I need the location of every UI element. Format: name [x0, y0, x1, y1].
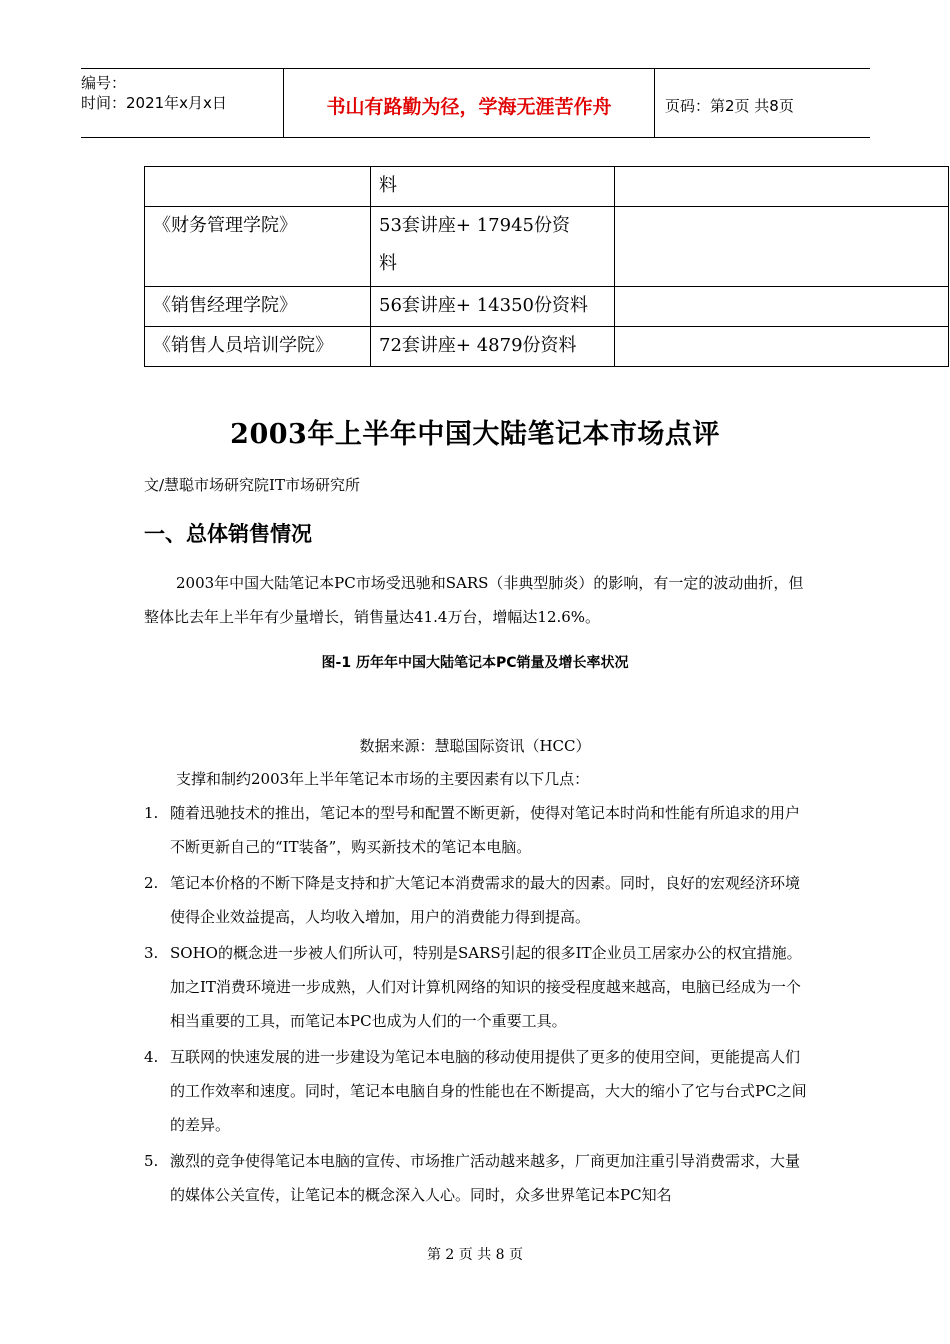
page-footer: 第 2 页 共 8 页: [426, 1247, 524, 1263]
table-cell-extra: [615, 287, 949, 327]
table-cell-name: 《销售经理学院》: [145, 287, 371, 327]
table-row: [145, 167, 949, 207]
data-source: 数据来源：慧聪国际资讯（HCC）: [359, 737, 591, 755]
list-text: SOHO的概念进一步被人们所认可，特别是SARS引起的很多IT企业员工居家办公的权宜措施。加之IT消费环境进一步成熟，人们对计算机网络的知识的接受程度越来越高，电脑已经成为一个相当重要的工具，而笔记本PC也成为人们的一个重要工具。: [170, 944, 802, 1030]
header-meta: [81, 69, 283, 137]
table-cell-extra: [615, 327, 949, 367]
list-text: 激烈的竞争使得笔记本电脑的宣传、市场推广活动越来越多，厂商更加注重引导消费需求，大量的媒体公关宣传，让笔记本的概念深入人心。同时，众多世界笔记本PC知名: [170, 1152, 801, 1204]
table-cell-name: 《销售人员培训学院》: [145, 327, 371, 367]
table-cell-extra: [615, 207, 949, 287]
header-page-info: 页码：第2页 共8页: [665, 96, 794, 115]
article-title: 2003年上半年中国大陆笔记本市场点评: [230, 419, 720, 450]
list-number: 3.: [144, 944, 159, 962]
table-cell-content: 料: [371, 167, 615, 207]
table-cell-name: 《财务管理学院》: [145, 207, 371, 287]
list-item: [144, 936, 810, 1038]
article-author: 文/慧聪市场研究院IT市场研究所: [144, 476, 360, 494]
table-cell-extra: [615, 167, 949, 207]
factors-list: [144, 796, 810, 1214]
table-cell-content: 72套讲座+ 4879份资料: [371, 327, 615, 367]
list-item: [144, 796, 810, 864]
list-number: 4.: [144, 1048, 159, 1066]
table-row: [145, 207, 949, 287]
table-row: [145, 287, 949, 327]
list-item: [144, 1144, 810, 1212]
list-item: [144, 1040, 810, 1142]
document-number-label: 编号：: [81, 74, 127, 92]
paragraph: 2003年中国大陆笔记本PC市场受迅驰和SARS（非典型肺炎）的影响，有一定的波动曲折，但整体比去年上半年有少量增长，销售量达41.4万台，增幅达12.6%。: [144, 574, 804, 626]
header-motto: 书山有路勤为径，学海无涯苦作舟: [283, 69, 655, 137]
list-item: [144, 866, 810, 934]
list-number: 1.: [144, 804, 159, 822]
list-text: 笔记本价格的不断下降是支持和扩大笔记本消费需求的最大的因素。同时，良好的宏观经济环境使得企业效益提高，人均收入增加，用户的消费能力得到提高。: [170, 874, 801, 926]
list-number: 2.: [144, 874, 159, 892]
list-text: 互联网的快速发展的进一步建设为笔记本电脑的移动使用提供了更多的使用空间，更能提高人们的工作效率和速度。同时，笔记本电脑自身的性能也在不断提高，大大的缩小了它与台式PC之间的差异。: [170, 1048, 807, 1134]
table-cell-content: 56套讲座+ 14350份资料: [371, 287, 615, 327]
table-cell-content: 53套讲座+ 17945份资料: [371, 207, 615, 287]
page-header: [81, 68, 870, 138]
table-cell-name: [145, 167, 371, 207]
table-row: [145, 327, 949, 367]
resource-table: [144, 166, 949, 367]
section-heading: 一、总体销售情况: [144, 522, 312, 546]
factors-intro: 支撑和制约2003年上半年笔记本市场的主要因素有以下几点：: [176, 770, 590, 788]
list-text: 随着迅驰技术的推出，笔记本的型号和配置不断更新，使得对笔记本时尚和性能有所追求的用户不断更新自己的“IT装备”，购买新技术的笔记本电脑。: [170, 804, 801, 856]
document-time-label: 时间：2021年x月x日: [81, 94, 227, 112]
figure-caption: 图-1 历年年中国大陆笔记本PC销量及增长率状况: [321, 655, 629, 671]
list-number: 5.: [144, 1152, 159, 1170]
